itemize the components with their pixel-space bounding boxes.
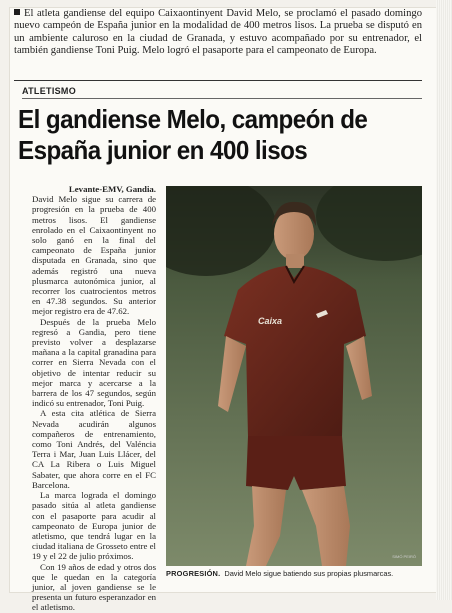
photo-credit: SIMÓ PEIRÓ bbox=[392, 554, 416, 559]
byline: Levante-EMV, Gandia. bbox=[68, 184, 156, 194]
lede-summary bbox=[14, 8, 422, 58]
section-divider bbox=[22, 98, 422, 99]
page-edge bbox=[436, 0, 452, 600]
athlete-illustration bbox=[166, 186, 422, 566]
section-label: ATLETISMO bbox=[22, 86, 77, 96]
lede-text: El atleta gandiense del equipo Caixaontinyent David Melo, se proclamó el pasado domingo nuevo campeón de España junior en la modalidad de 400 metros lisos. La prueba se disputó en un ambiente caluroso en la ciudad de Granada, y estuvo acompañado por su entrenador, el también gandiense Toni Puig. Melo logró el pasaporte para el campeonato de Europa. bbox=[14, 8, 422, 57]
paragraph: La marca lograda el domingo pasado sitúa al atleta gandiense con el pasaporte para acudir al campeonato de Europa junior de atletismo, que tendrá lugar en la ciudad italiana de Grosseto entre el 19 y el 22 de julio próximos. bbox=[32, 490, 156, 562]
article-body bbox=[32, 184, 156, 613]
athlete-photo bbox=[166, 186, 422, 566]
bullet-square-icon bbox=[14, 9, 20, 15]
paragraph: Con 19 años de edad y otros dos que le quedan en la categoría junior, al joven gandiense se le presenta un futuro esperanzador en el atletismo. bbox=[32, 561, 156, 613]
divider bbox=[14, 80, 422, 81]
photo-caption bbox=[166, 569, 426, 578]
paragraph: David Melo sigue su carrera de progresión en la prueba de 400 metros lisos. El gandiense enrolado en el Caixaontinyent no solo ganó en la final del campeonato de España junior disputada en Granada, sino que además registró una nueva plusmarca autonómica junior, al recorrer los cuatrocientos metros en 47.38 segundos. Su anterior mejor registro era de 47.62. bbox=[32, 194, 156, 317]
caption-text: David Melo sigue batiendo sus propias plusmarcas. bbox=[224, 569, 394, 578]
headline: El gandiense Melo, campeón de España junior en 400 lisos bbox=[18, 104, 368, 165]
caption-label: PROGRESIÓN. bbox=[166, 569, 221, 578]
shirt-logo: Caixa bbox=[258, 316, 283, 326]
paragraph: Después de la prueba Melo regresó a Gandia, pero tiene previsto volver a desplazarse mañana a la capital granadina para correr en Sierra Nevada con el objetivo de intentar reducir su mejor marca y acercarse a la barrera de los 47 segundos, según indicó su entrenador, Toni Puig. bbox=[32, 316, 156, 409]
paragraph: A esta cita atlética de Sierra Nevada acudirán algunos compañeros de entrenamiento, como Toni Andrés, del Valéncia Terra i Mar, Juan Luis Llácer, del CA La Ribera o Luis Miguel Sabater, que ahora corre en el FC Barcelona. bbox=[32, 408, 156, 490]
